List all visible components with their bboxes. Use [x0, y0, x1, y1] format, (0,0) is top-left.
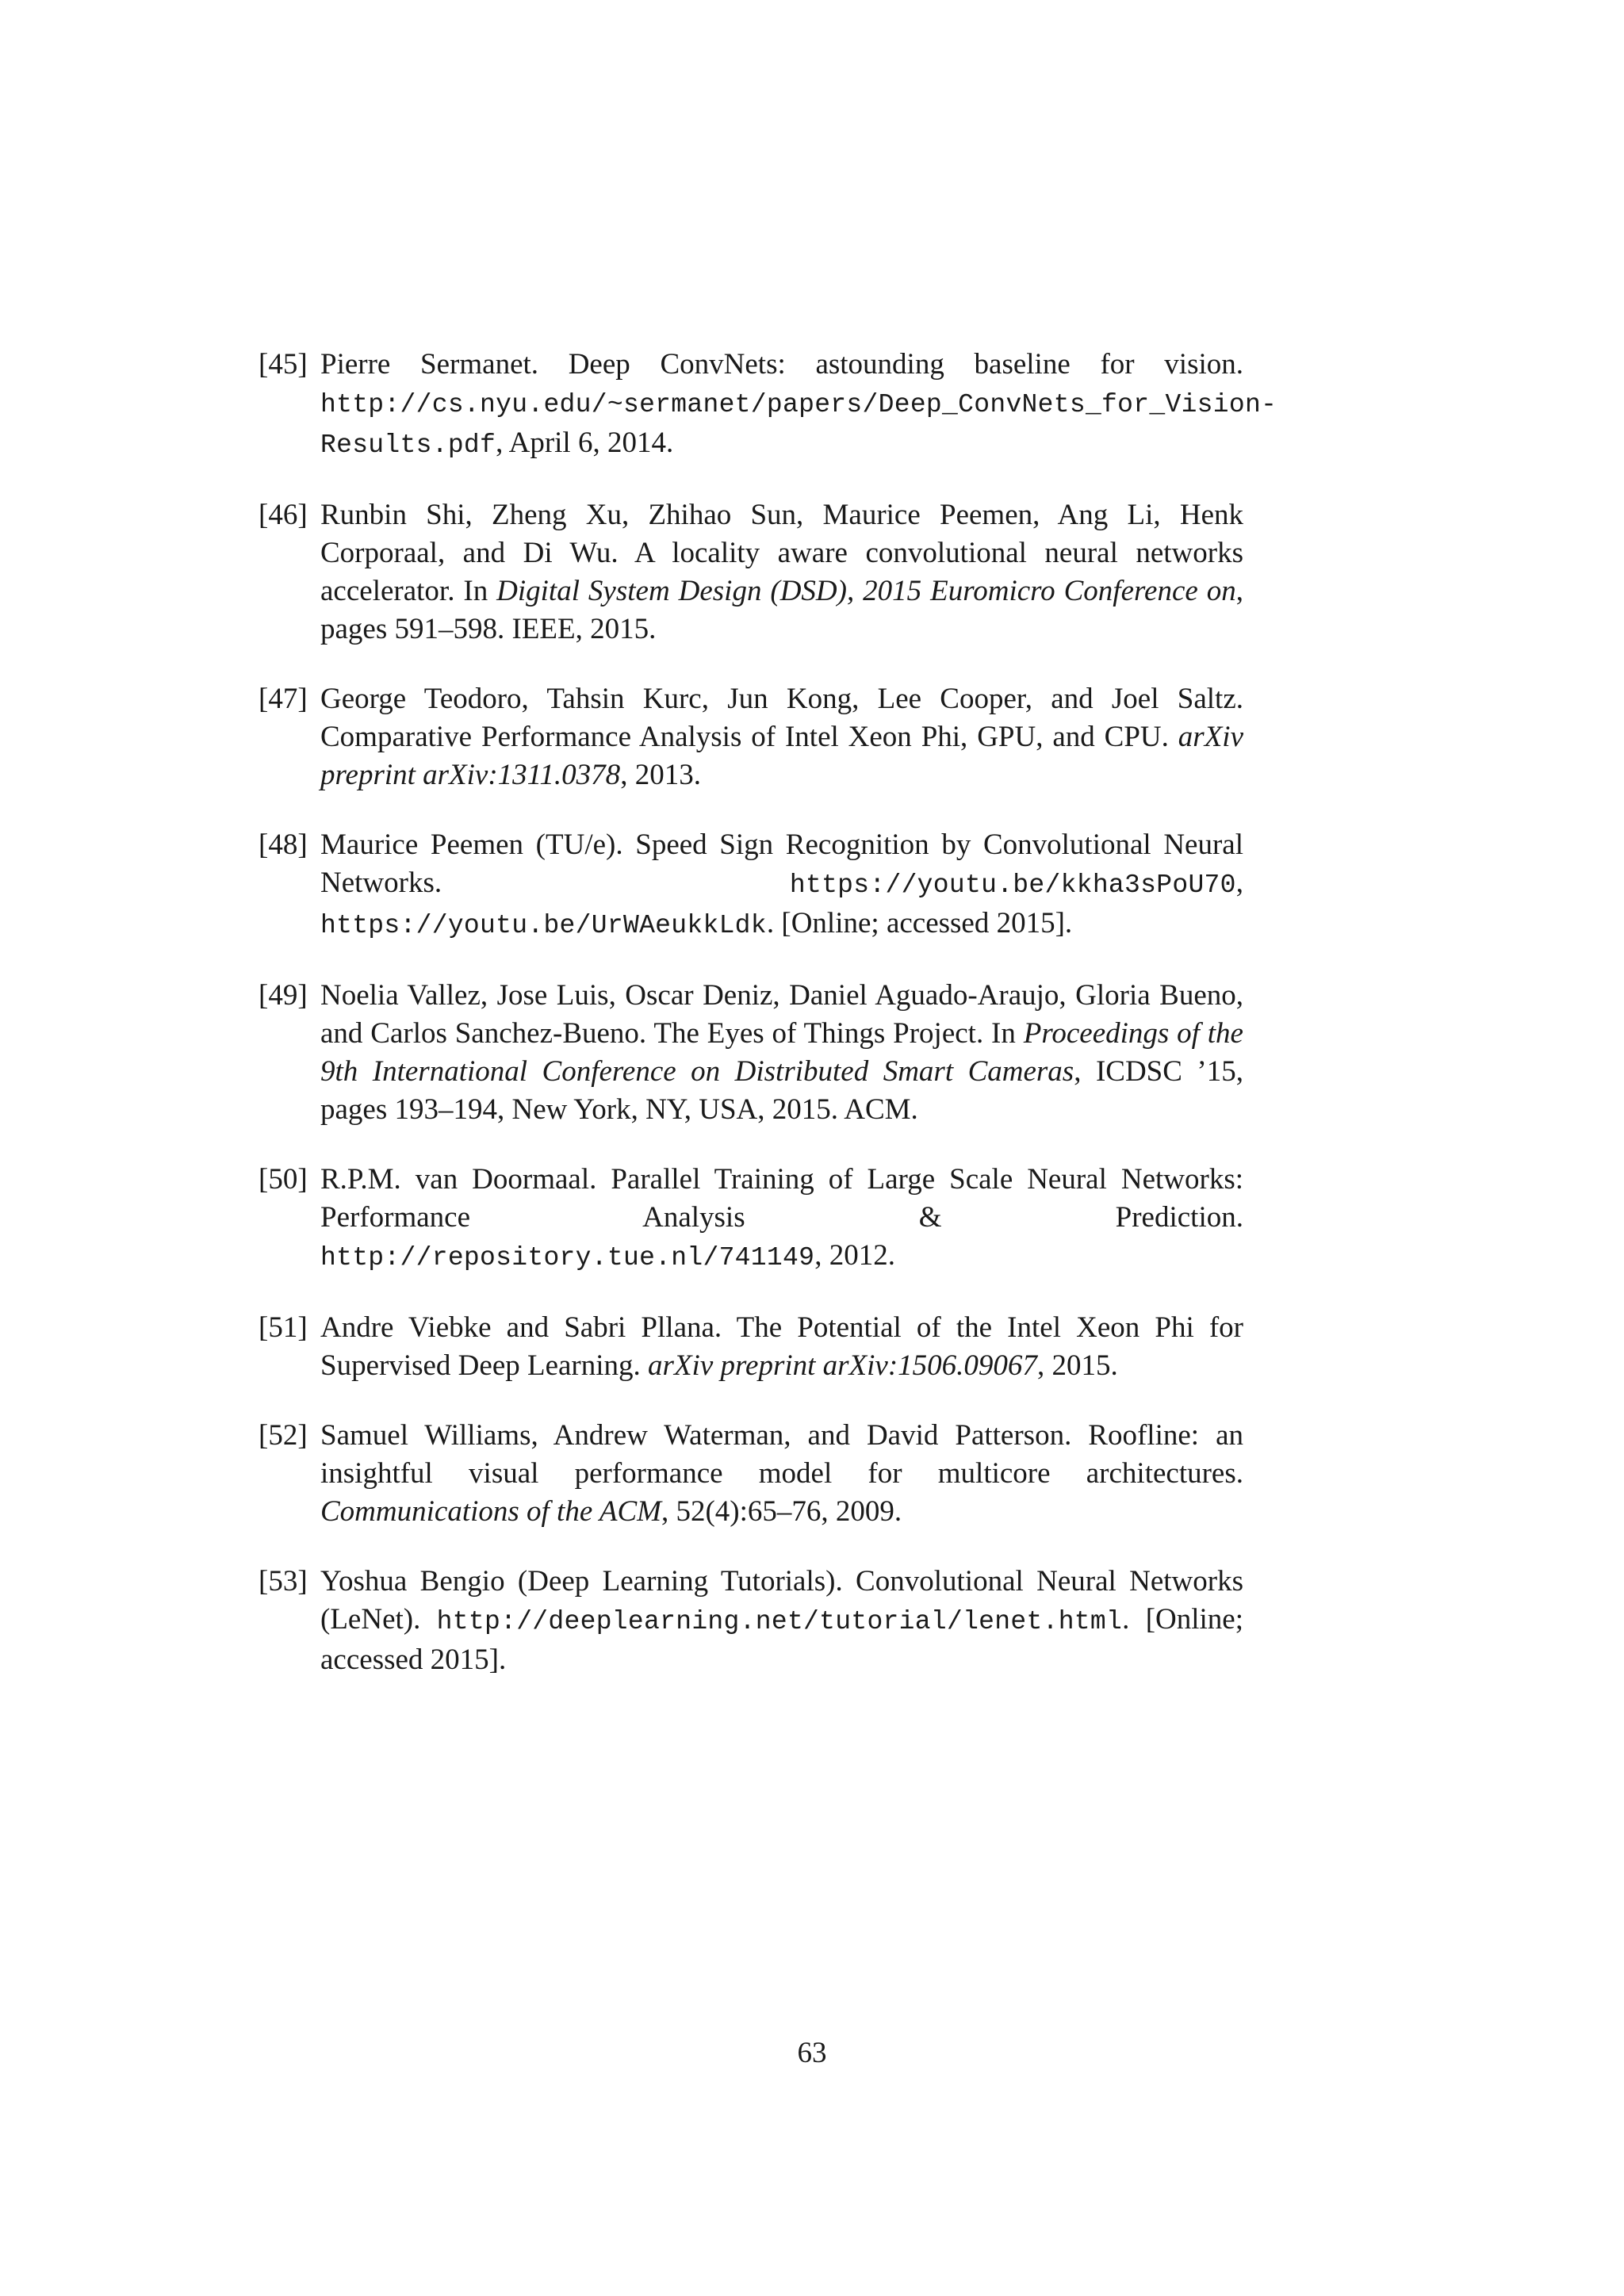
reference-segment: R.P.M. van Doormaal. Parallel Training of Large Scale Neural Networks: Performance Analysis & Prediction.: [320, 1163, 1243, 1234]
reference-venue: arXiv preprint arXiv:1311.0378: [320, 721, 1243, 791]
reference-number: [47]: [259, 683, 308, 715]
reference-segment: Noelia Vallez, Jose Luis, Oscar Deniz, Daniel Aguado-Araujo, Gloria Bueno, and Carlos Sanchez-Bueno. The Eyes of Things Project. In: [320, 979, 1243, 1050]
reference-segment: Runbin Shi, Zheng Xu, Zhihao Sun, Maurice Peemen, Ang Li, Henk Corporaal, and Di Wu. A locality aware convolutional neural networks accelerator. In: [320, 499, 1243, 607]
reference-segment: Maurice Peemen (TU/e). Speed Sign Recognition by Convolutional Neural Networks.: [320, 828, 1243, 899]
reference-url-link[interactable]: https://youtu.be/UrWAeukkLdk: [320, 911, 767, 940]
reference-number: [50]: [259, 1163, 308, 1196]
reference-entry: [259, 496, 1243, 649]
reference-segment: , ICDSC ’15, pages 193–194, New York, NY, USA, 2015. ACM.: [320, 1055, 1243, 1126]
reference-entry: [259, 346, 1277, 465]
reference-number: [48]: [259, 828, 308, 861]
reference-entry: [259, 1161, 1243, 1277]
reference-number: [46]: [259, 499, 308, 531]
reference-text: [320, 979, 1243, 1126]
reference-entry: [259, 977, 1243, 1129]
reference-text: [320, 499, 1243, 645]
reference-segment: . [Online; accessed 2015].: [766, 907, 1073, 939]
reference-venue: arXiv preprint arXiv:1506.09067: [648, 1349, 1037, 1382]
reference-venue: Communications of the ACM: [320, 1495, 661, 1528]
reference-segment: , April 6, 2014.: [496, 427, 674, 459]
reference-text: [320, 348, 1277, 459]
reference-url-link[interactable]: http://cs.nyu.edu/~sermanet/papers/Deep_ConvNets_for_Vision-Results.pdf: [320, 390, 1277, 460]
reference-number: [52]: [259, 1419, 308, 1452]
reference-segment: , 2012.: [814, 1239, 895, 1272]
reference-text: [320, 1163, 1243, 1272]
reference-text: [320, 828, 1243, 939]
reference-url-link[interactable]: https://youtu.be/kkha3sPoU70: [789, 871, 1236, 900]
reference-segment: , 52(4):65–76, 2009.: [661, 1495, 902, 1528]
reference-url-link[interactable]: http://deeplearning.net/tutorial/lenet.html: [436, 1607, 1123, 1636]
reference-entry: [259, 680, 1243, 794]
reference-number: [49]: [259, 979, 308, 1012]
reference-text: [320, 1419, 1243, 1528]
page-number: 63: [797, 2037, 827, 2069]
reference-entry: [259, 1563, 1243, 1679]
reference-segment: Samuel Williams, Andrew Waterman, and David Patterson. Roofline: an insightful visual performance model for multicore architectures.: [320, 1419, 1243, 1490]
reference-segment: . [Online; accessed 2015].: [320, 1603, 1243, 1676]
reference-segment: Yoshua Bengio (Deep Learning Tutorials). Convolutional Neural Networks (LeNet).: [320, 1565, 1243, 1636]
reference-segment: , 2015.: [1036, 1349, 1118, 1382]
reference-text: [320, 1311, 1243, 1382]
reference-text: [320, 1565, 1243, 1676]
reference-venue: Digital System Design (DSD), 2015 Euromicro Conference on: [496, 575, 1236, 607]
reference-segment: Pierre Sermanet. Deep ConvNets: astounding baseline for vision.: [320, 348, 1243, 381]
reference-text: [320, 683, 1243, 791]
reference-entry: [259, 826, 1243, 945]
reference-entry: [259, 1309, 1243, 1385]
reference-venue: Proceedings of the 9th International Conference on Distributed Smart Cameras: [320, 1017, 1243, 1088]
reference-url-link[interactable]: http://repository.tue.nl/741149: [320, 1243, 815, 1272]
reference-segment: ,: [1235, 867, 1243, 899]
reference-segment: , pages 591–598. IEEE, 2015.: [320, 575, 1243, 645]
reference-segment: , 2013.: [620, 759, 701, 791]
reference-segment: Andre Viebke and Sabri Pllana. The Potential of the Intel Xeon Phi for Supervised Deep Learning.: [320, 1311, 1243, 1382]
reference-list: [259, 346, 1277, 1711]
reference-number: [51]: [259, 1311, 308, 1344]
reference-entry: [259, 1417, 1243, 1531]
reference-number: [53]: [259, 1565, 308, 1598]
reference-number: [45]: [259, 348, 308, 381]
reference-segment: George Teodoro, Tahsin Kurc, Jun Kong, Lee Cooper, and Joel Saltz. Comparative Performance Analysis of Intel Xeon Phi, GPU, and CPU.: [320, 683, 1243, 753]
